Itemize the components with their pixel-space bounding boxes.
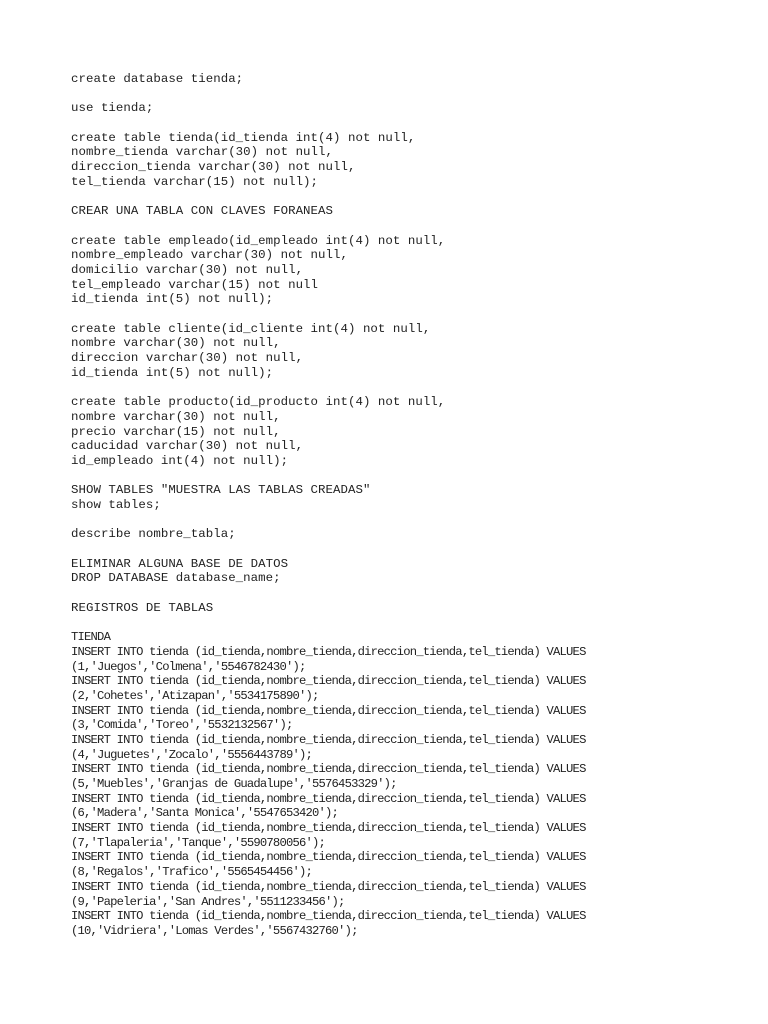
insert-prefix-line: INSERT INTO tienda (id_tienda,nombre_tienda,direccion_tienda,tel_tienda) VALUES <box>71 850 586 865</box>
section-heading: REGISTROS DE TABLAS <box>71 600 214 615</box>
code-line: create table empleado(id_empleado int(4) not null, <box>71 233 446 248</box>
insert-prefix-line: INSERT INTO tienda (id_tienda,nombre_tienda,direccion_tienda,tel_tienda) VALUES <box>71 762 586 777</box>
insert-values-line: (5,'Muebles','Granjas de Guadalupe','5576453329'); <box>71 777 397 791</box>
insert-values-line: (2,'Cohetes','Atizapan','5534175890'); <box>71 688 319 703</box>
code-line: domicilio varchar(30) not null, <box>71 262 304 277</box>
code-line: id_tienda int(5) not null); <box>71 365 274 380</box>
insert-prefix-line: INSERT INTO tienda (id_tienda,nombre_tienda,direccion_tienda,tel_tienda) VALUES <box>71 879 586 894</box>
code-line: show tables; <box>71 497 161 512</box>
code-line: precio varchar(15) not null, <box>71 424 281 439</box>
insert-values-line: (8,'Regalos','Trafico','5565454456'); <box>71 865 313 880</box>
create-table-producto-block <box>71 395 731 468</box>
insert-statement <box>71 850 731 879</box>
code-line: tel_tienda varchar(15) not null); <box>71 174 319 189</box>
document-page <box>71 72 731 939</box>
insert-statement <box>71 674 731 703</box>
insert-statements-list <box>71 645 731 939</box>
code-line: describe nombre_tabla; <box>71 527 236 542</box>
code-line: nombre varchar(30) not null, <box>71 409 281 424</box>
insert-statement <box>71 880 731 909</box>
insert-statement <box>71 909 731 938</box>
insert-prefix-line: INSERT INTO tienda (id_tienda,nombre_tienda,direccion_tienda,tel_tienda) VALUES <box>71 791 586 806</box>
insert-values-line: (1,'Juegos','Colmena','5546782430'); <box>71 659 306 674</box>
describe-block <box>71 527 731 542</box>
code-line: create table producto(id_producto int(4) not null, <box>71 395 446 410</box>
code-line: id_tienda int(5) not null); <box>71 292 274 307</box>
show-tables-block <box>71 483 731 512</box>
use-database-block <box>71 101 731 116</box>
insert-prefix-line: INSERT INTO tienda (id_tienda,nombre_tienda,direccion_tienda,tel_tienda) VALUES <box>71 732 586 747</box>
insert-values-line: (10,'Vidriera','Lomas Verdes','5567432760'); <box>71 923 358 938</box>
code-line: create table tienda(id_tienda int(4) not null, <box>71 130 416 145</box>
code-line: create database tienda; <box>71 72 244 86</box>
code-line: nombre_empleado varchar(30) not null, <box>71 248 348 263</box>
insert-statement <box>71 792 731 821</box>
create-table-cliente-block <box>71 322 731 381</box>
code-line: caducidad varchar(30) not null, <box>71 439 304 454</box>
code-line: nombre_tienda varchar(30) not null, <box>71 145 333 160</box>
create-database-block <box>71 72 731 87</box>
insert-statement <box>71 704 731 733</box>
create-table-tienda-block <box>71 131 731 190</box>
section-heading: ELIMINAR ALGUNA BASE DE DATOS <box>71 556 289 571</box>
drop-database-block <box>71 557 731 586</box>
insert-statement <box>71 821 731 850</box>
insert-prefix-line: INSERT INTO tienda (id_tienda,nombre_tienda,direccion_tienda,tel_tienda) VALUES <box>71 821 586 836</box>
insert-prefix-line: INSERT INTO tienda (id_tienda,nombre_tienda,direccion_tienda,tel_tienda) VALUES <box>71 909 586 924</box>
insert-prefix-line: INSERT INTO tienda (id_tienda,nombre_tienda,direccion_tienda,tel_tienda) VALUES <box>71 644 586 659</box>
section-heading: CREAR UNA TABLA CON CLAVES FORANEAS <box>71 204 333 219</box>
insert-statement <box>71 645 731 674</box>
code-line: nombre varchar(30) not null, <box>71 336 281 351</box>
sql-statements <box>71 72 731 615</box>
section-heading: SHOW TABLES "MUESTRA LAS TABLAS CREADAS" <box>71 483 371 498</box>
insert-values-line: (3,'Comida','Toreo','5532132567'); <box>71 718 293 733</box>
insert-values-line: (7,'Tlapaleria','Tanque','5590780056'); <box>71 835 326 850</box>
insert-prefix-line: INSERT INTO tienda (id_tienda,nombre_tienda,direccion_tienda,tel_tienda) VALUES <box>71 674 586 689</box>
code-line: direccion_tienda varchar(30) not null, <box>71 160 356 175</box>
insert-values-line: (4,'Juguetes','Zocalo','5556443789'); <box>71 747 313 762</box>
insert-values-line: (9,'Papeleria','San Andres','5511233456'); <box>71 894 345 909</box>
code-line: direccion varchar(30) not null, <box>71 351 304 366</box>
code-line: use tienda; <box>71 101 154 116</box>
foreign-keys-heading-block <box>71 204 731 219</box>
code-line: id_empleado int(4) not null); <box>71 453 289 468</box>
tienda-records-section <box>71 630 731 938</box>
insert-statement <box>71 733 731 762</box>
records-title: TIENDA <box>71 630 111 645</box>
records-heading-block <box>71 601 731 616</box>
insert-prefix-line: INSERT INTO tienda (id_tienda,nombre_tienda,direccion_tienda,tel_tienda) VALUES <box>71 703 586 718</box>
code-line: tel_empleado varchar(15) not null <box>71 277 319 292</box>
insert-statement <box>71 762 731 791</box>
insert-values-line: (6,'Madera','Santa Monica','5547653420'); <box>71 806 339 821</box>
code-line: DROP DATABASE database_name; <box>71 571 281 586</box>
create-table-empleado-block <box>71 234 731 307</box>
code-line: create table cliente(id_cliente int(4) not null, <box>71 321 431 336</box>
